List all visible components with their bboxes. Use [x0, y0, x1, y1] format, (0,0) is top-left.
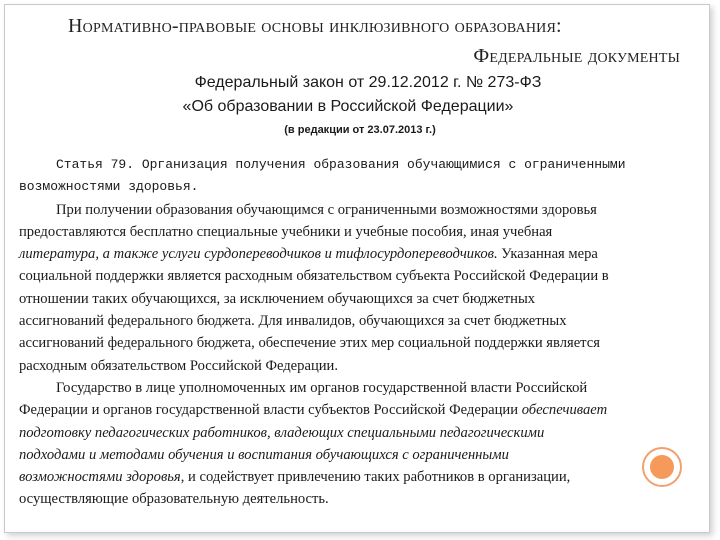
- law-text: [19, 154, 687, 511]
- law-title: Федеральный закон от 29.12.2012 г. № 273-ФЗ: [194, 74, 542, 91]
- slide-title-line1: Нормативно-правовые основы инклюзивного образования:: [68, 15, 562, 37]
- paragraph-text: , и содействует привлечению таких работников в организации,: [180, 469, 571, 486]
- article-heading-line1: Статья 79. Организация получения образования обучающимися с ограниченными: [56, 157, 626, 172]
- paragraph-line: При получении образования обучающимся с ограниченными возможностями здоровья: [56, 201, 597, 218]
- paragraph-line: [19, 243, 687, 265]
- paragraph-line: предоставляются бесплатно специальные учебники и учебные пособия, иная учебная: [19, 223, 553, 240]
- paragraph-text: Федерации и органов государственной власти субъектов Российской Федерации: [19, 402, 522, 419]
- law-edition: (в редакции от 23.07.2013 г.): [284, 124, 436, 136]
- paragraph-line: подходами и методами обучения и воспитания обучающихся с ограниченными: [19, 446, 509, 463]
- paragraph-line: ассигнований федерального бюджета. Для инвалидов, обучающихся за счет бюджетных: [19, 313, 567, 330]
- emphasis-text: литература, а также услуги сурдопереводчиков и тифлосурдопереводчиков.: [19, 246, 498, 263]
- paragraph-line: осуществляющие образовательную деятельность.: [19, 491, 329, 508]
- paragraph-line: [19, 466, 687, 488]
- paragraph-line: отношении таких обучающихся, за исключением обучающихся за счет бюджетных: [19, 290, 536, 307]
- paragraph-line: подготовку педагогических работников, владеющих специальными педагогическими: [19, 424, 545, 441]
- slide-title-line2: Федеральные документы: [473, 45, 680, 67]
- emphasis-text: возможностями здоровья: [19, 469, 181, 486]
- paragraph-line: ассигнований федерального бюджета, обеспечение этих мер социальной поддержки является: [19, 335, 600, 352]
- paragraph-line: социальной поддержки является расходным обязательством субъекта Российской Федерации в: [19, 268, 609, 285]
- paragraph-line: [19, 399, 687, 421]
- emphasis-text: обеспечивает: [521, 402, 608, 419]
- paragraph-line: расходным обязательством Российской Федерации.: [19, 357, 339, 374]
- law-name: «Об образовании в Российской Федерации»: [182, 98, 514, 115]
- paragraph-line: Государство в лице уполномоченных им органов государственной власти Российской: [56, 379, 588, 396]
- article-heading-line2: возможностями здоровья.: [19, 179, 199, 195]
- paragraph-text: Указанная мера: [497, 246, 598, 263]
- decorative-circle-icon: [642, 447, 682, 487]
